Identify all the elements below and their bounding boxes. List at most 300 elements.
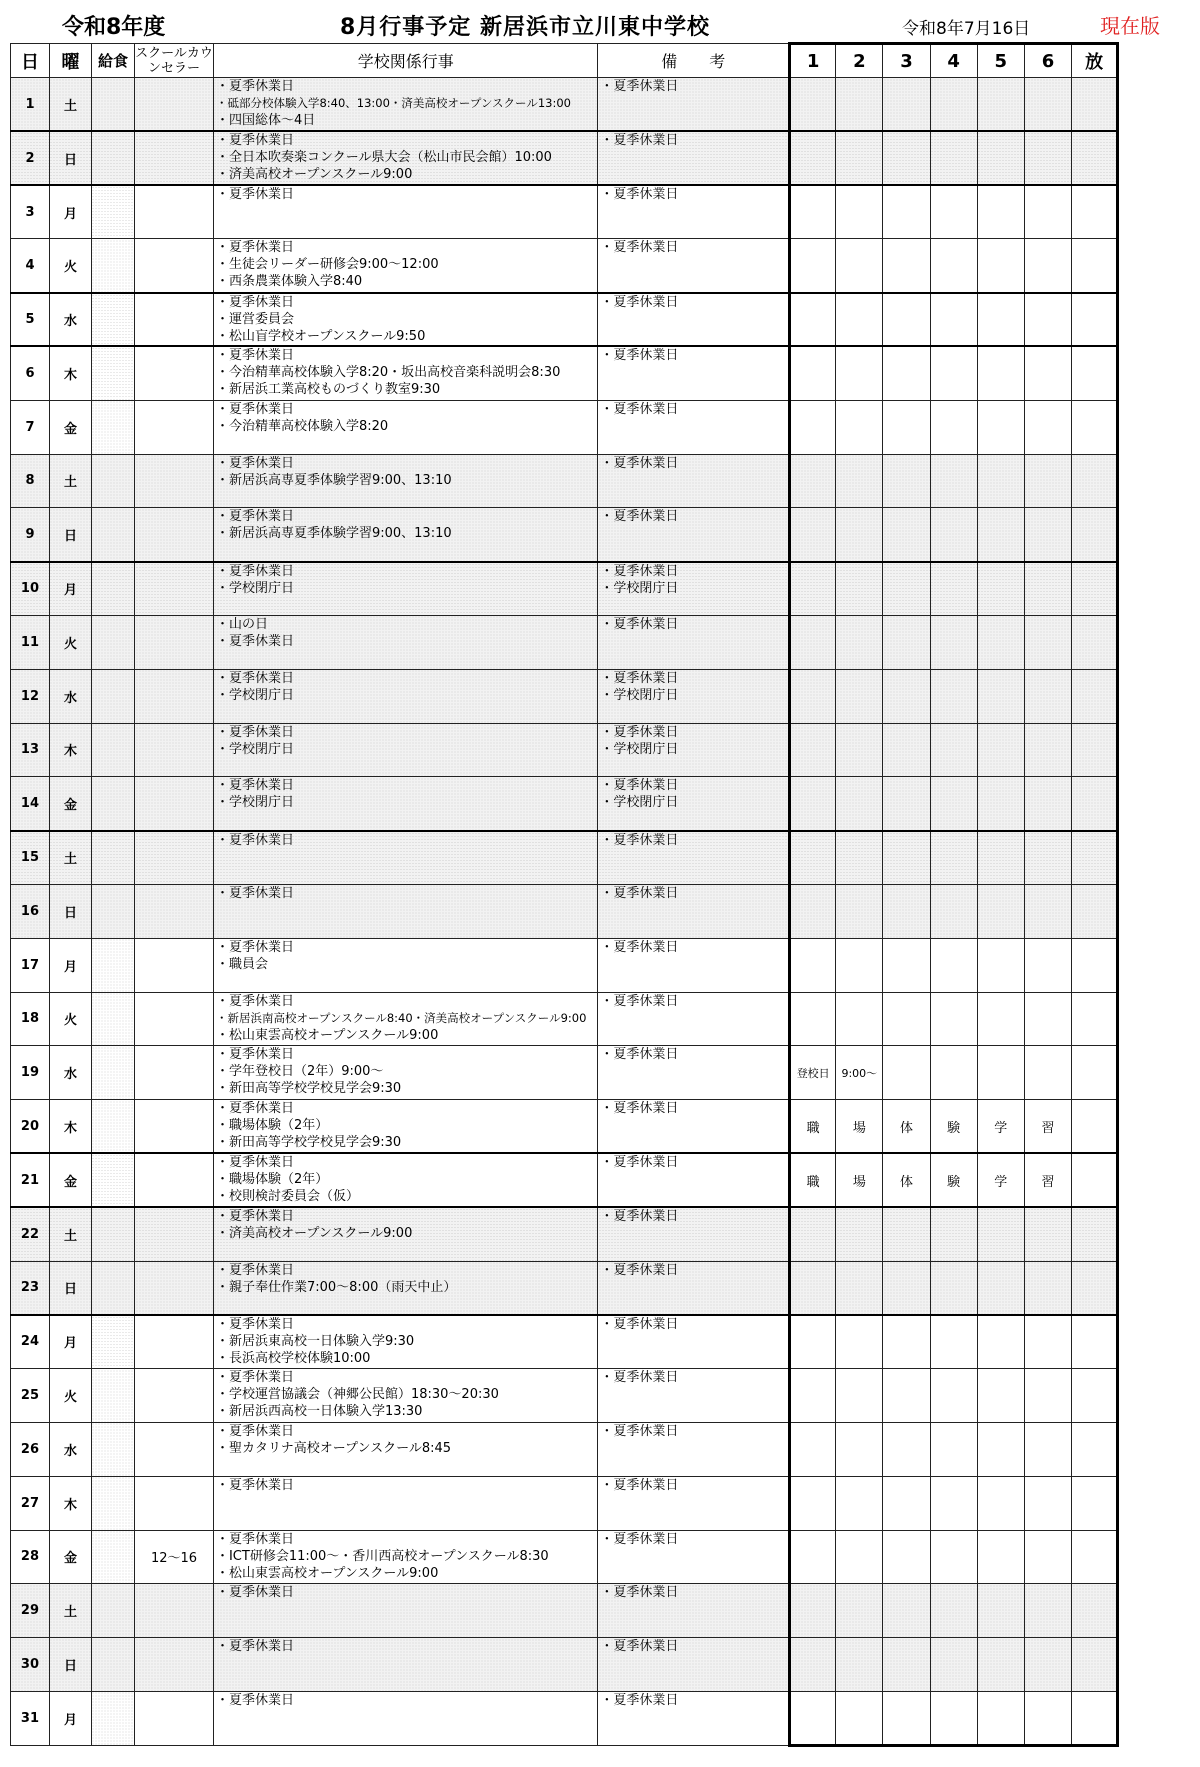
event-item: ・夏季休業日 — [215, 993, 294, 1009]
period-cell: 職 — [790, 1100, 836, 1154]
event-item: ・西条農業体験入学8:40 — [215, 274, 363, 290]
period-cell — [883, 508, 930, 562]
table-row — [11, 562, 1190, 616]
day-cell: 31 — [11, 1691, 50, 1745]
period-cell — [836, 777, 883, 831]
period-cell: 験 — [930, 1153, 977, 1207]
period-cell — [790, 78, 836, 132]
period-cell — [1024, 669, 1071, 723]
day-cell: 15 — [11, 831, 50, 885]
page-header — [0, 0, 1200, 42]
note-item: ・夏季休業日 — [600, 1531, 679, 1547]
period-cell — [1072, 615, 1118, 669]
period-cell — [977, 400, 1024, 454]
period-cell — [790, 185, 836, 239]
spacer-cell — [1118, 78, 1190, 132]
table-row — [11, 669, 1190, 723]
revision-date: 令和8年7月16日 — [902, 19, 1031, 39]
period-cell — [790, 400, 836, 454]
event-item: ・砥部分校体験入学8:40、13:00・済美高校オープンスクール13:00 — [215, 96, 571, 110]
period-cell — [1072, 1476, 1118, 1530]
lunch-cell — [91, 562, 134, 616]
event-item: ・学校閉庁日 — [215, 741, 294, 757]
note-item: ・夏季休業日 — [600, 187, 679, 203]
table-row — [11, 1207, 1190, 1261]
weekday-cell: 木 — [49, 1100, 91, 1154]
period-cell — [790, 992, 836, 1046]
events-cell — [213, 400, 597, 454]
period-cell — [1024, 615, 1071, 669]
table-row — [11, 78, 1190, 132]
events-cell — [213, 1369, 597, 1423]
period-cell — [1024, 884, 1071, 938]
events-cell — [213, 293, 597, 347]
period-cell — [1072, 131, 1118, 185]
lunch-cell — [91, 938, 134, 992]
period-cell — [883, 562, 930, 616]
period-cell — [790, 1261, 836, 1315]
weekday-cell: 日 — [49, 1638, 91, 1692]
note-item: ・夏季休業日 — [600, 1423, 679, 1439]
counselor-cell — [135, 1315, 214, 1369]
period-cell — [883, 777, 930, 831]
table-row — [11, 346, 1190, 400]
day-cell: 1 — [11, 78, 50, 132]
event-item: ・夏季休業日 — [215, 1262, 294, 1278]
spacer-cell — [1118, 669, 1190, 723]
col-events: 学校関係行事 — [213, 44, 597, 78]
spacer-cell — [1118, 615, 1190, 669]
notes-cell — [598, 400, 790, 454]
day-cell: 23 — [11, 1261, 50, 1315]
spacer-cell — [1118, 1369, 1190, 1423]
note-item: ・夏季休業日 — [600, 616, 679, 632]
day-cell: 20 — [11, 1100, 50, 1154]
period-cell — [977, 1584, 1024, 1638]
note-item: ・夏季休業日 — [600, 1639, 679, 1655]
period-cell — [883, 400, 930, 454]
period-cell — [1072, 400, 1118, 454]
period-cell — [790, 938, 836, 992]
counselor-cell — [135, 1476, 214, 1530]
period-cell: 場 — [836, 1100, 883, 1154]
col-day: 日 — [11, 44, 50, 78]
period-cell — [883, 992, 930, 1046]
events-cell — [213, 1422, 597, 1476]
period-cell — [1024, 131, 1071, 185]
spacer-cell — [1118, 1584, 1190, 1638]
event-item: ・夏季休業日 — [215, 939, 294, 955]
period-cell — [883, 1207, 930, 1261]
schedule-table — [10, 42, 1190, 1747]
counselor-cell — [135, 400, 214, 454]
note-item: ・夏季休業日 — [600, 670, 679, 686]
lunch-cell — [91, 185, 134, 239]
table-row — [11, 777, 1190, 831]
period-cell — [883, 884, 930, 938]
period-cell — [1072, 508, 1118, 562]
period-cell — [930, 723, 977, 777]
note-item: ・学校閉庁日 — [600, 741, 679, 757]
period-cell: 9:00～ — [836, 1046, 883, 1100]
page-title: 8月行事予定 新居浜市立川東中学校 — [340, 15, 710, 40]
period-cell — [977, 1638, 1024, 1692]
spacer-cell — [1118, 938, 1190, 992]
spacer-cell — [1118, 1691, 1190, 1745]
period-cell — [930, 78, 977, 132]
period-cell — [930, 562, 977, 616]
table-row — [11, 1261, 1190, 1315]
period-cell — [977, 346, 1024, 400]
weekday-cell: 火 — [49, 992, 91, 1046]
lunch-cell — [91, 131, 134, 185]
day-cell: 22 — [11, 1207, 50, 1261]
period-cell — [883, 78, 930, 132]
event-item: ・済美高校オープンスクール9:00 — [215, 1226, 413, 1242]
event-item: ・夏季休業日 — [215, 670, 294, 686]
lunch-cell — [91, 1100, 134, 1154]
period-cell: 習 — [1024, 1100, 1071, 1154]
period-cell — [1024, 1207, 1071, 1261]
spacer-cell — [1118, 884, 1190, 938]
period-cell: 職 — [790, 1153, 836, 1207]
period-cell — [977, 1530, 1024, 1584]
period-cell — [1024, 1369, 1071, 1423]
period-cell — [883, 1476, 930, 1530]
period-cell — [1072, 1638, 1118, 1692]
event-item: ・職場体験（2年） — [215, 1118, 329, 1134]
spacer-cell — [1118, 992, 1190, 1046]
day-cell: 29 — [11, 1584, 50, 1638]
col-after-school: 放 — [1072, 44, 1118, 78]
events-cell — [213, 508, 597, 562]
lunch-cell — [91, 78, 134, 132]
note-item: ・夏季休業日 — [600, 1155, 679, 1171]
period-cell — [1024, 454, 1071, 508]
event-item: ・職場体験（2年） — [215, 1172, 329, 1188]
period-cell — [883, 723, 930, 777]
period-cell — [977, 1207, 1024, 1261]
period-cell — [1024, 239, 1071, 293]
lunch-cell — [91, 1584, 134, 1638]
events-cell — [213, 1691, 597, 1745]
col-spacer — [1118, 44, 1190, 78]
table-row — [11, 1476, 1190, 1530]
period-cell — [977, 293, 1024, 347]
period-cell — [1024, 1638, 1071, 1692]
event-item: ・夏季休業日 — [215, 1423, 294, 1439]
note-item: ・夏季休業日 — [600, 294, 679, 310]
weekday-cell: 水 — [49, 669, 91, 723]
period-cell — [930, 1691, 977, 1745]
spacer-cell — [1118, 1422, 1190, 1476]
period-cell — [836, 1530, 883, 1584]
period-cell — [790, 723, 836, 777]
table-row — [11, 1153, 1190, 1207]
lunch-cell — [91, 1369, 134, 1423]
spacer-cell — [1118, 723, 1190, 777]
day-cell: 9 — [11, 508, 50, 562]
lunch-cell — [91, 723, 134, 777]
period-cell — [977, 78, 1024, 132]
notes-cell — [598, 508, 790, 562]
weekday-cell: 土 — [49, 1584, 91, 1638]
lunch-cell — [91, 992, 134, 1046]
period-cell — [1024, 1691, 1071, 1745]
event-item: ・夏季休業日 — [215, 778, 294, 794]
event-item: ・親子奉仕作業7:00～8:00（雨天中止） — [215, 1279, 457, 1295]
notes-cell — [598, 938, 790, 992]
notes-cell — [598, 992, 790, 1046]
event-item: ・運営委員会 — [215, 311, 294, 327]
period-cell — [977, 508, 1024, 562]
lunch-cell — [91, 1476, 134, 1530]
period-cell — [836, 239, 883, 293]
spacer-cell — [1118, 239, 1190, 293]
weekday-cell: 土 — [49, 1207, 91, 1261]
table-row — [11, 938, 1190, 992]
period-cell — [930, 1046, 977, 1100]
notes-cell — [598, 1476, 790, 1530]
spacer-cell — [1118, 1315, 1190, 1369]
note-item: ・夏季休業日 — [600, 1047, 679, 1063]
period-cell — [977, 131, 1024, 185]
event-item: ・山の日 — [215, 616, 268, 632]
period-cell: 学 — [977, 1153, 1024, 1207]
period-cell — [977, 831, 1024, 885]
day-cell: 6 — [11, 346, 50, 400]
period-cell — [790, 1584, 836, 1638]
spacer-cell — [1118, 831, 1190, 885]
event-item: ・夏季休業日 — [215, 133, 294, 149]
period-cell — [930, 1207, 977, 1261]
note-item: ・夏季休業日 — [600, 1101, 679, 1117]
period-cell — [1072, 1261, 1118, 1315]
period-cell — [977, 1046, 1024, 1100]
weekday-cell: 金 — [49, 400, 91, 454]
weekday-cell: 水 — [49, 1422, 91, 1476]
period-cell — [930, 346, 977, 400]
period-cell — [883, 831, 930, 885]
table-row — [11, 1046, 1190, 1100]
period-cell — [836, 1584, 883, 1638]
period-cell — [790, 615, 836, 669]
notes-cell — [598, 454, 790, 508]
period-cell — [883, 185, 930, 239]
period-cell — [930, 1315, 977, 1369]
period-cell — [1024, 1046, 1071, 1100]
counselor-cell — [135, 669, 214, 723]
period-cell — [1024, 562, 1071, 616]
events-cell — [213, 669, 597, 723]
note-item: ・夏季休業日 — [600, 1585, 679, 1601]
event-item: ・夏季休業日 — [215, 1209, 294, 1225]
period-cell — [883, 131, 930, 185]
period-cell — [883, 293, 930, 347]
notes-cell — [598, 1422, 790, 1476]
events-cell — [213, 831, 597, 885]
events-cell — [213, 454, 597, 508]
table-row — [11, 884, 1190, 938]
lunch-cell — [91, 1691, 134, 1745]
table-row — [11, 1691, 1190, 1745]
event-item: ・夏季休業日 — [215, 187, 294, 203]
col-period-2: 2 — [836, 44, 883, 78]
event-item: ・長浜高校学校体験10:00 — [215, 1350, 371, 1366]
event-item: ・松山盲学校オープンスクール9:50 — [215, 328, 426, 344]
events-cell — [213, 346, 597, 400]
period-cell — [836, 185, 883, 239]
period-cell: 体 — [883, 1153, 930, 1207]
note-item: ・学校閉庁日 — [600, 795, 679, 811]
period-cell — [883, 239, 930, 293]
period-cell — [977, 185, 1024, 239]
table-row — [11, 185, 1190, 239]
note-item: ・夏季休業日 — [600, 1262, 679, 1278]
spacer-cell — [1118, 1046, 1190, 1100]
note-item: ・夏季休業日 — [600, 401, 679, 417]
spacer-cell — [1118, 346, 1190, 400]
period-cell — [977, 1315, 1024, 1369]
period-cell — [1024, 1584, 1071, 1638]
event-item: ・新居浜南高校オープンスクール8:40・済美高校オープンスクール9:00 — [215, 1010, 587, 1025]
spacer-cell — [1118, 1638, 1190, 1692]
event-item: ・松山東雲高校オープンスクール9:00 — [215, 1565, 439, 1581]
period-cell — [930, 884, 977, 938]
event-item: ・夏季休業日 — [215, 633, 294, 649]
period-cell — [977, 669, 1024, 723]
period-cell — [836, 723, 883, 777]
period-cell: 場 — [836, 1153, 883, 1207]
events-cell — [213, 1315, 597, 1369]
period-cell — [977, 615, 1024, 669]
period-cell — [1072, 669, 1118, 723]
event-item: ・新居浜工業高校ものづくり教室9:30 — [215, 382, 441, 398]
period-cell — [883, 1315, 930, 1369]
counselor-cell — [135, 1153, 214, 1207]
event-item: ・新田高等学校学校見学会9:30 — [215, 1081, 402, 1097]
counselor-cell: 12～16 — [135, 1530, 214, 1584]
period-cell — [790, 777, 836, 831]
period-cell — [1072, 562, 1118, 616]
notes-cell — [598, 615, 790, 669]
note-item: ・夏季休業日 — [600, 885, 679, 901]
events-cell — [213, 723, 597, 777]
period-cell — [883, 1422, 930, 1476]
period-cell — [1072, 1422, 1118, 1476]
event-item: ・夏季休業日 — [215, 724, 294, 740]
period-cell — [1072, 1315, 1118, 1369]
period-cell — [790, 131, 836, 185]
period-cell — [883, 669, 930, 723]
event-item: ・夏季休業日 — [215, 1477, 294, 1493]
period-cell — [930, 1422, 977, 1476]
counselor-cell — [135, 454, 214, 508]
lunch-cell — [91, 1422, 134, 1476]
period-cell — [836, 1369, 883, 1423]
period-cell — [977, 1261, 1024, 1315]
event-item: ・四国総体～4日 — [215, 113, 316, 128]
period-cell — [836, 992, 883, 1046]
counselor-cell — [135, 78, 214, 132]
lunch-cell — [91, 293, 134, 347]
period-cell — [930, 1584, 977, 1638]
counselor-cell — [135, 508, 214, 562]
weekday-cell: 日 — [49, 508, 91, 562]
notes-cell — [598, 1207, 790, 1261]
period-cell — [1024, 1422, 1071, 1476]
spacer-cell — [1118, 508, 1190, 562]
period-cell — [790, 293, 836, 347]
weekday-cell: 月 — [49, 1315, 91, 1369]
event-item: ・夏季休業日 — [215, 1585, 294, 1601]
period-cell — [1024, 723, 1071, 777]
period-cell — [790, 1638, 836, 1692]
period-cell — [977, 239, 1024, 293]
spacer-cell — [1118, 131, 1190, 185]
period-cell — [1072, 1207, 1118, 1261]
period-cell — [1072, 1100, 1118, 1154]
counselor-cell — [135, 723, 214, 777]
event-item: ・夏季休業日 — [215, 509, 294, 525]
note-item: ・夏季休業日 — [600, 1477, 679, 1493]
period-cell — [836, 615, 883, 669]
notes-cell — [598, 831, 790, 885]
period-cell — [790, 831, 836, 885]
period-cell — [930, 992, 977, 1046]
counselor-cell — [135, 1638, 214, 1692]
period-cell — [1072, 1153, 1118, 1207]
period-cell — [883, 1261, 930, 1315]
table-row — [11, 131, 1190, 185]
events-cell — [213, 1584, 597, 1638]
counselor-cell — [135, 615, 214, 669]
period-cell — [1024, 777, 1071, 831]
period-cell: 習 — [1024, 1153, 1071, 1207]
day-cell: 28 — [11, 1530, 50, 1584]
day-cell: 5 — [11, 293, 50, 347]
period-cell — [930, 508, 977, 562]
weekday-cell: 土 — [49, 831, 91, 885]
period-cell — [883, 1638, 930, 1692]
notes-cell — [598, 1530, 790, 1584]
events-cell — [213, 1100, 597, 1154]
events-cell — [213, 1530, 597, 1584]
period-cell — [790, 1476, 836, 1530]
events-cell — [213, 239, 597, 293]
period-cell — [1024, 1261, 1071, 1315]
period-cell — [1024, 1315, 1071, 1369]
event-item: ・夏季休業日 — [215, 455, 294, 471]
table-row — [11, 1638, 1190, 1692]
counselor-cell — [135, 293, 214, 347]
col-lunch: 給食 — [91, 44, 134, 78]
period-cell — [1024, 78, 1071, 132]
weekday-cell: 日 — [49, 131, 91, 185]
note-item: ・夏季休業日 — [600, 832, 679, 848]
events-cell — [213, 1046, 597, 1100]
note-item: ・夏季休業日 — [600, 455, 679, 471]
day-cell: 2 — [11, 131, 50, 185]
period-cell — [1072, 1584, 1118, 1638]
counselor-cell — [135, 884, 214, 938]
note-item: ・夏季休業日 — [600, 1209, 679, 1225]
period-cell — [836, 1207, 883, 1261]
note-item: ・夏季休業日 — [600, 79, 679, 94]
table-row — [11, 831, 1190, 885]
lunch-cell — [91, 1315, 134, 1369]
event-item: ・夏季休業日 — [215, 563, 294, 579]
